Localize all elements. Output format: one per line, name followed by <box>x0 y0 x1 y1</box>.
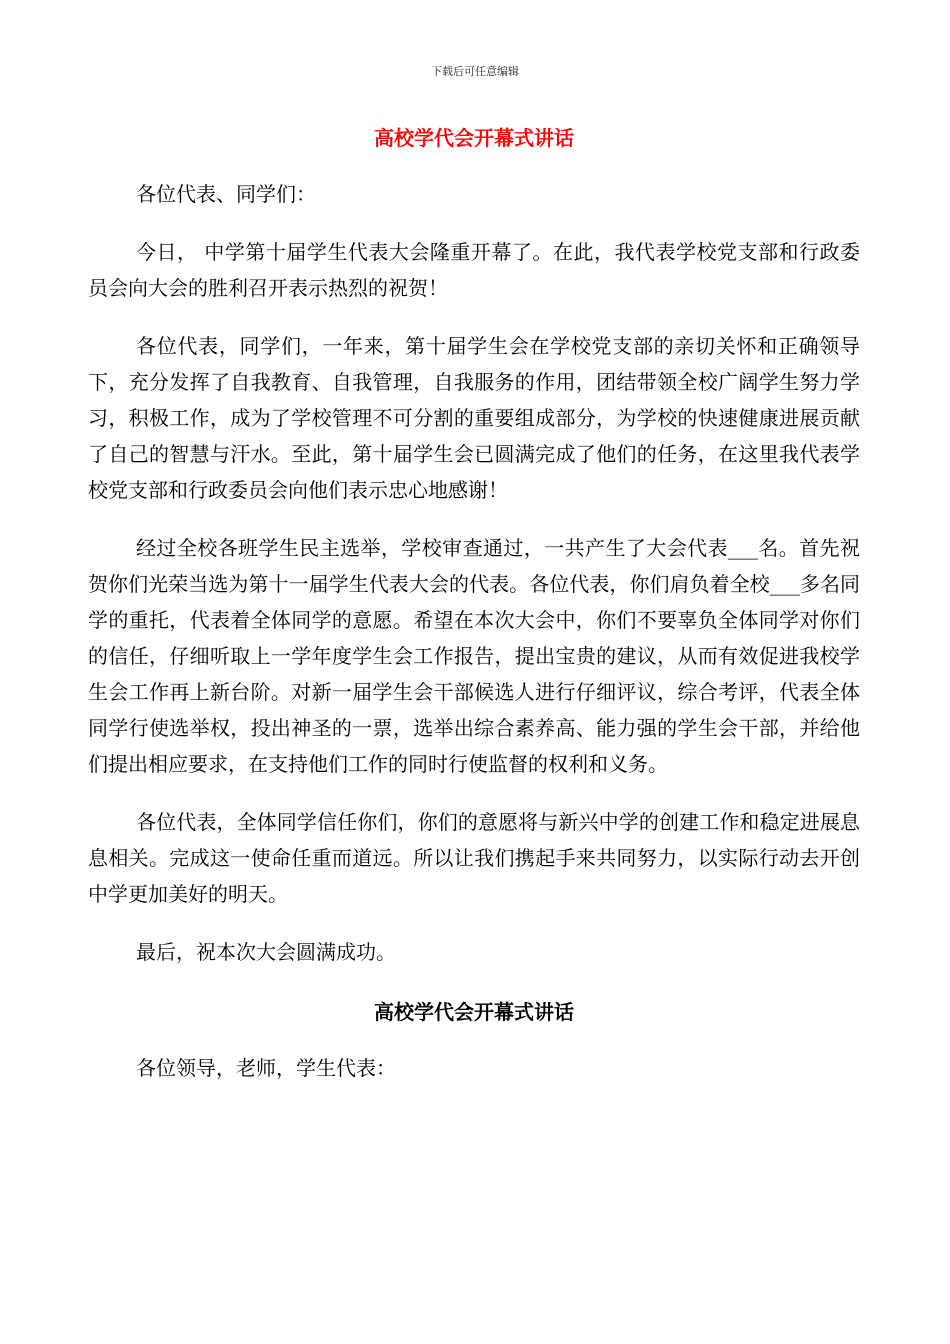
header-note: 下载后可任意编辑 <box>431 65 519 78</box>
document-title: 高校学代会开幕式讲话 <box>374 126 574 150</box>
paragraph-hope: 各位代表，全体同学信任你们，你们的意愿将与新兴中学的创建工作和稳定进展息息相关。完成这一使命任重而道远。所以让我们携起手来共同努力，以实际行动去开创 中学更加美好的明天。 <box>88 810 860 906</box>
second-speech-title: 高校学代会开幕式讲话 <box>374 1000 574 1024</box>
document-content <box>88 118 860 1108</box>
paragraph-opening: 今日， 中学第十届学生代表大会隆重开幕了。在此，我代表学校党支部和行政委员会向大会的胜利召开表示热烈的祝贺！ <box>88 240 860 300</box>
paragraph-election: 经过全校各班学生民主选举，学校审查通过，一共产生了大会代表___名。首先祝贺你们光荣当选为第十一届学生代表大会的代表。各位代表，你们肩负着全校___多名同学的重托，代表着全体同学的意愿。希望在本次大会中，你们不要辜负全体同学对你们的信任，仔细听取上一学年度学生会工作报告，提出宝贵的建议，从而有效促进我校学生会工作再上新台阶。对新一届学生会干部候选人进行仔细评议，综合考评，代表全体同学行使选举权，投出神圣的一票，选举出综合素养高、能力强的学生会干部，并给他们提出相应要求，在支持他们工作的同时行使监督的权利和义务。 <box>88 536 860 776</box>
paragraph-closing: 最后，祝本次大会圆满成功。 <box>136 940 396 964</box>
paragraph-review: 各位代表，同学们，一年来，第十届学生会在学校党支部的亲切关怀和正确领导下，充分发挥了自我教育、自我管理，自我服务的作用，团结带领全校广阔学生努力学习，积极工作，成为了学校管理不可分割的重要组成部分，为学校的快速健康进展贡献了自己的智慧与汗水。至此，第十届学生会已圆满完成了他们的任务，在这里我代表学校党支部和行政委员会向他们表示忠心地感谢！ <box>88 334 860 502</box>
salutation: 各位代表、同学们： <box>136 182 316 206</box>
second-salutation: 各位领导，老师，学生代表： <box>136 1056 396 1080</box>
